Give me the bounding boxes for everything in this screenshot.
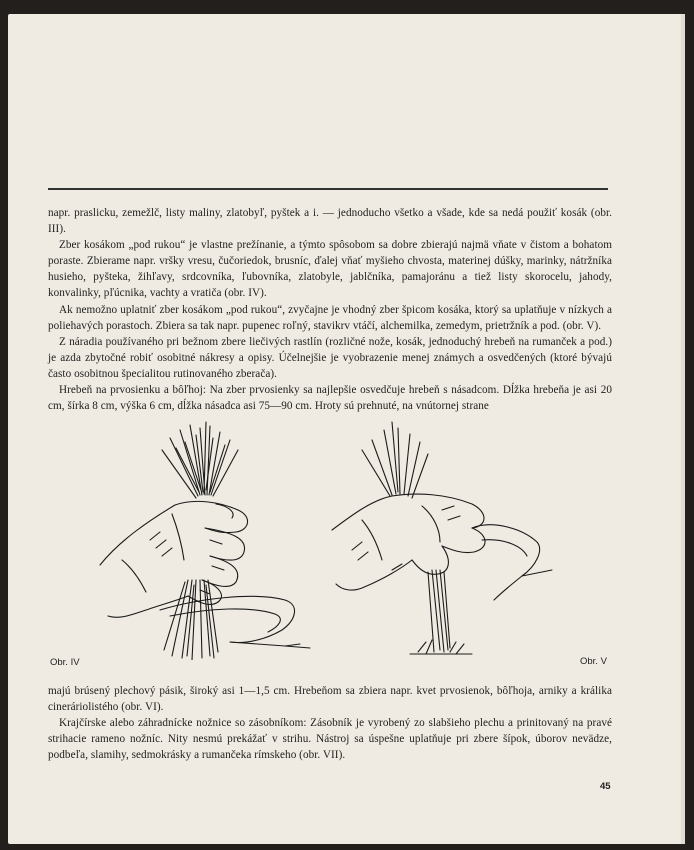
paragraph-3: Ak nemožno uplatniť zber kosákom „pod rukou“, zvyčajne je vhodný zber špicom kosáka, ktorý sa uplatňuje v nízkych a poliehavých porastoch. Zbiera sa tak napr. pupenec roľný, stavikrv vtáčí, alchemilka, zemedym, prietržník a pod. (obr. V).	[48, 303, 612, 332]
header-rule	[48, 188, 608, 190]
paragraph-5: Hrebeň na prvosienku a bôľhoj: Na zber prvosienky sa najlepšie osvedčuje hrebeň s násadcom. Dĺžka hrebeňa je asi 20 cm, šírka 8 cm, výška 6 cm, dĺžka násadca asi 75—90 cm. Hroty sú prehnuté, na vnútornej strane	[48, 384, 612, 413]
page-number: 45	[600, 781, 611, 792]
paragraph-1: napr. praslicku, zemežlč, listy maliny, zlatobyľ, pyštek a i. — jednoducho všetko a všade, kde sa nedá použiť kosák (obr. III).	[48, 207, 612, 236]
figure-iv-illustration	[60, 420, 320, 660]
figure-v-caption: Obr. V	[580, 656, 607, 667]
paragraph-7: Krajčírske alebo záhradnícke nožnice so zásobníkom: Zásobník je vyrobený zo slabšieho plechu a prinitovaný na pravé strihacie rameno nožníc. Nity nesmú prekážať v strihu. Nástroj sa úspešne uplatňuje pri zbere šípok, úborov nevädze, podbeľa, slamihy, sedmokrásky a rumančeka rímskeho (obr. VII).	[48, 717, 612, 762]
paragraph-2: Zber kosákom „pod rukou“ je vlastne prežínanie, a týmto spôsobom sa dobre zbierajú najmä vňate v čistom a bohatom poraste. Zbierame napr. vršky vresu, čučoriedok, brusníc, ďalej vňať myšieho chvosta, materinej dúšky, marinky, nátržníka husieho, pyšteka, žihľavy, srdcovníka, ľubovníka, zlatobyle, jablčníka, pamajoránu a tiež listy skorocelu, jahody, konvalinky, pľúcnika, vachty a vratiča (obr. IV).	[48, 239, 612, 300]
body-text-bottom	[48, 683, 612, 763]
page-edge	[681, 14, 685, 844]
figure-iv-caption: Obr. IV	[50, 657, 80, 668]
paragraph-6: majú brúsený plechový pásik, široký asi 1—1,5 cm. Hrebeňom sa zbiera napr. kvet prvosienok, bôľhoja, arniky a králika cineráriolistého (obr. VI).	[48, 685, 612, 714]
body-text-top	[48, 205, 612, 414]
paragraph-4: Z náradia používaného pri bežnom zbere liečivých rastlín (rozličné nože, kosák, jednoduchý hrebeň na rumanček a pod.) je azda zbytočné robiť osobitné nákresy a opisy. Účelnejšie je vyobrazenie menej známych a osvedčených (ktoré bývajú často osobitnou špecialitou rutinovaného zberača).	[48, 335, 612, 380]
figure-v-illustration	[322, 420, 582, 665]
